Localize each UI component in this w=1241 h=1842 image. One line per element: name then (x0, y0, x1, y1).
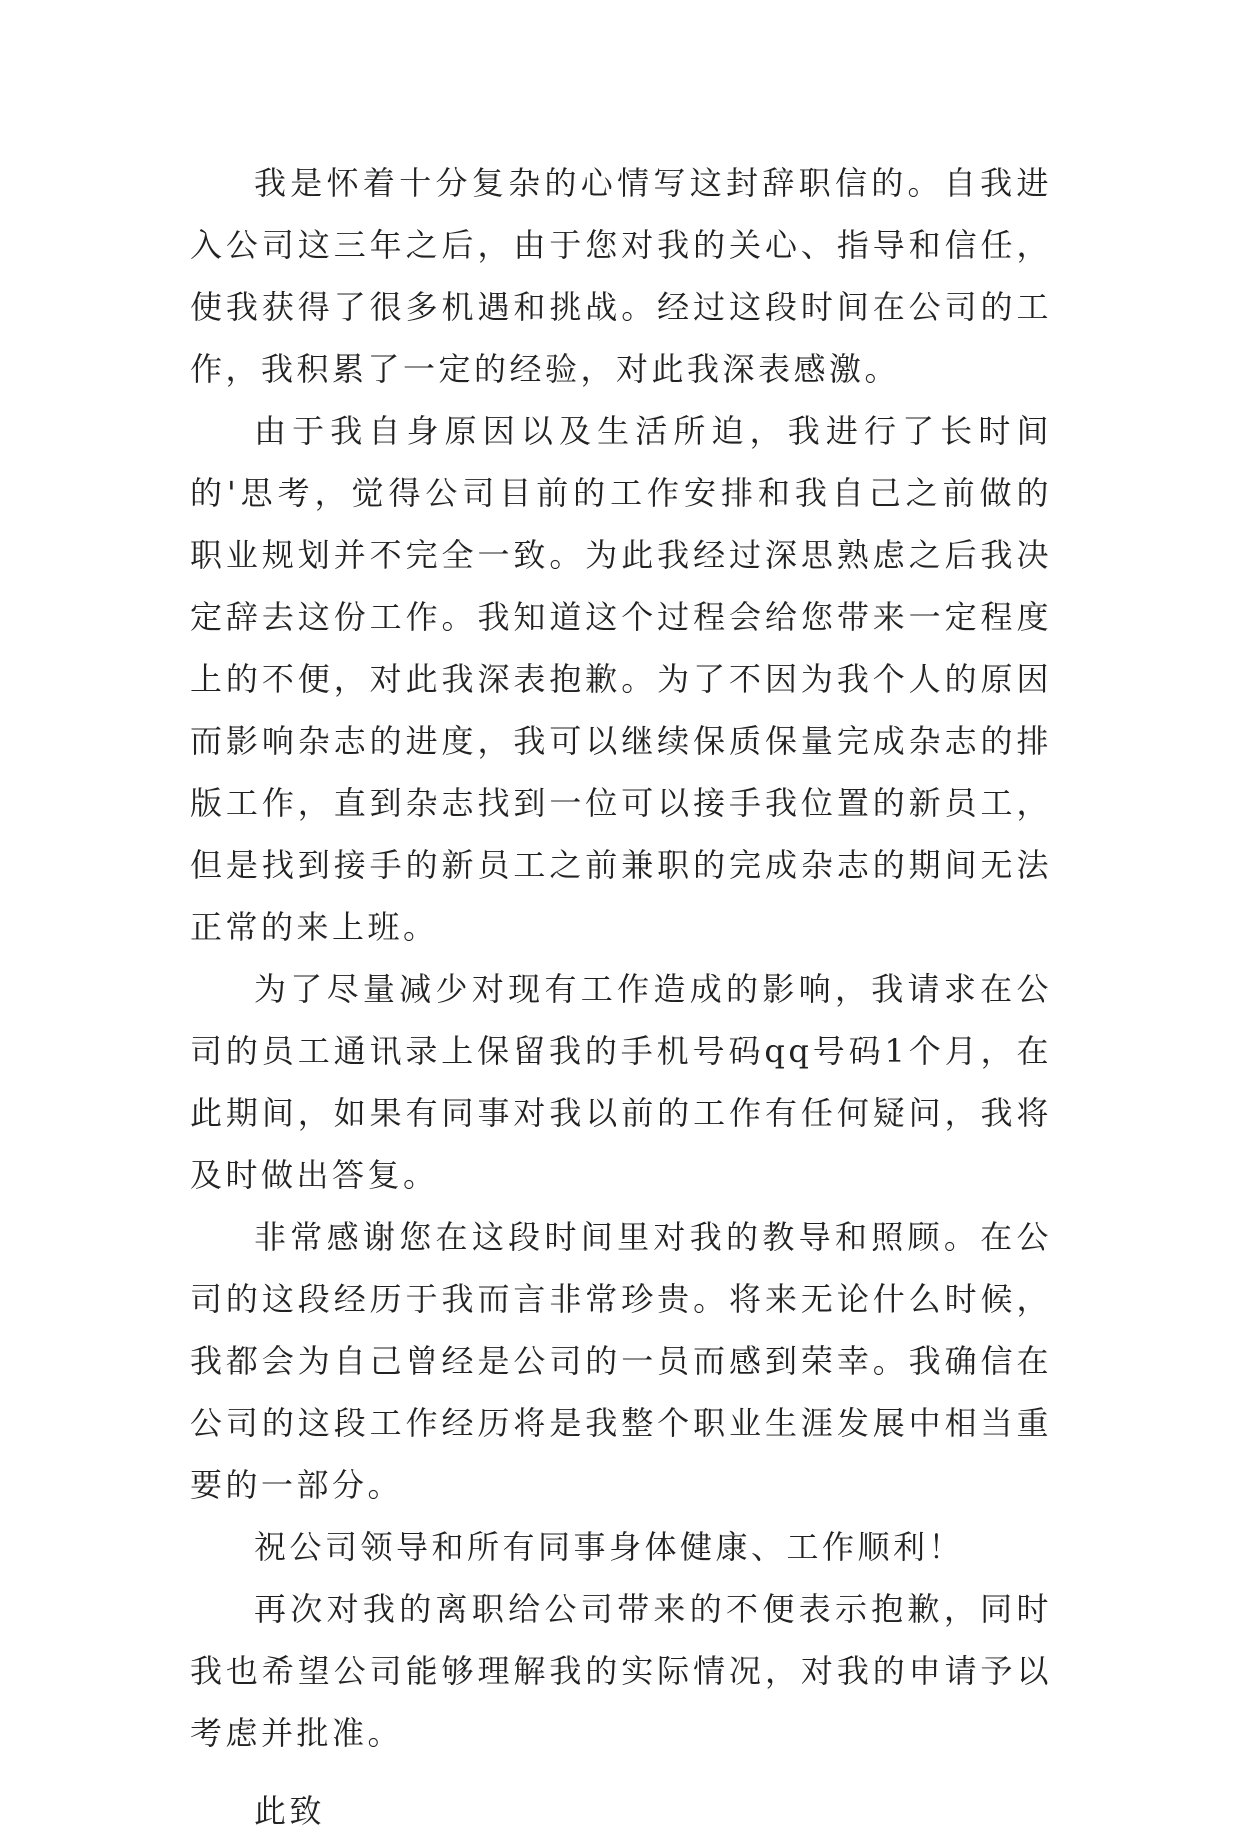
paragraph-wishes: 祝公司领导和所有同事身体健康、工作顺利！ (254, 1528, 965, 1566)
paragraph-contact-retention: 为了尽量减少对现有工作造成的影响，我请求在公司的员工通讯录上保留我的手机号码qq号码1个月，在此期间，如果有同事对我以前的工作有任何疑问，我将及时做出答复。 (190, 970, 1052, 1194)
letter-body (190, 152, 1052, 1842)
closing-salutation: 此致 (254, 1792, 326, 1830)
paragraph-apology: 再次对我的离职给公司带来的不便表示抱歉，同时我也希望公司能够理解我的实际情况，对我的申请予以考虑并批准。 (190, 1590, 1052, 1752)
paragraph-resignation-reason: 由于我自身原因以及生活所迫，我进行了长时间的'思考，觉得公司目前的工作安排和我自己之前做的职业规划并不完全一致。为此我经过深思熟虑之后我决定辞去这份工作。我知道这个过程会给您带来一定程度上的不便，对此我深表抱歉。为了不因为我个人的原因而影响杂志的进度，我可以继续保质保量完成杂志的排版工作，直到杂志找到一位可以接手我位置的新员工，但是找到接手的新员工之前兼职的完成杂志的期间无法正常的来上班。 (190, 412, 1052, 946)
paragraph-gratitude: 我是怀着十分复杂的心情写这封辞职信的。自我进入公司这三年之后，由于您对我的关心、指导和信任，使我获得了很多机遇和挑战。经过这段时间在公司的工作，我积累了一定的经验，对此我深表感激。 (190, 164, 1052, 388)
paragraph-thanks: 非常感谢您在这段时间里对我的教导和照顾。在公司的这段经历于我而言非常珍贵。将来无论什么时候，我都会为自己曾经是公司的一员而感到荣幸。我确信在公司的这段工作经历将是我整个职业生涯发展中相当重要的一部分。 (190, 1218, 1052, 1504)
